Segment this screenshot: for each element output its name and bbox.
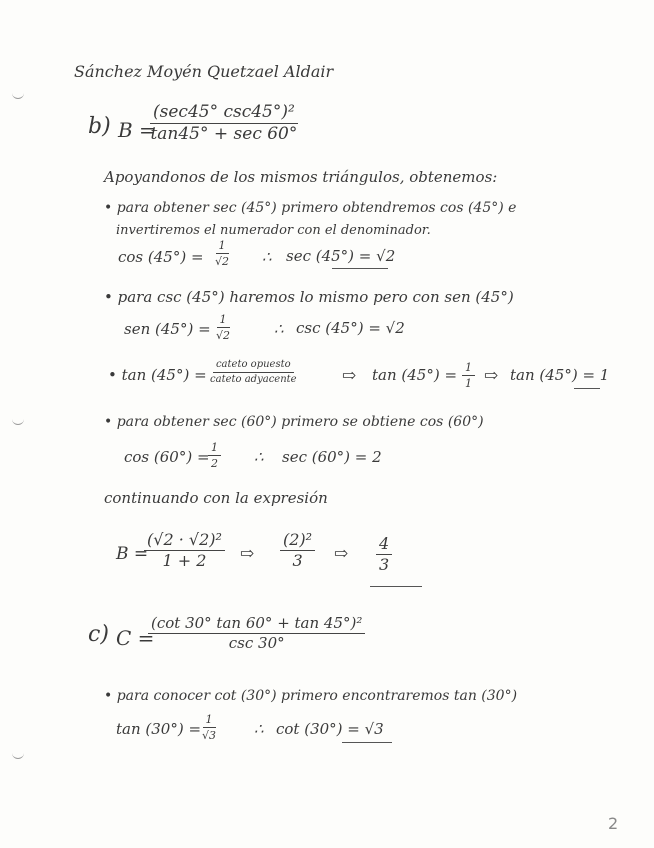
- bullet-sec45-line2: invertiremos el numerador con el denominador.: [116, 223, 431, 238]
- continue-line: continuando con la expresión: [104, 489, 328, 507]
- cos60-fraction: [208, 442, 221, 469]
- part-c-main-fraction: [148, 616, 365, 651]
- fraction-denominator: 1 + 2: [162, 551, 207, 570]
- cos45-fraction: [215, 240, 229, 267]
- therefore-symbol: ∴: [274, 320, 284, 338]
- implies-arrow: ⇨: [342, 366, 357, 386]
- tan45-mid: tan (45°) =: [372, 366, 458, 384]
- sen45-fraction: [216, 314, 230, 341]
- tan30-equation: tan (30°) =: [116, 720, 202, 738]
- fraction-denominator: 3: [292, 551, 303, 570]
- author-name: Sánchez Moyén Quetzael Aldair: [74, 62, 334, 81]
- result-fraction: [376, 536, 392, 573]
- bullet-sec45-line1: • para obtener sec (45°) primero obtendremos cos (45°) e: [104, 200, 517, 216]
- fraction-numerator: 4: [376, 536, 392, 555]
- tan30-fraction: [202, 714, 216, 741]
- sec45-result: sec (45°) = √2: [286, 247, 396, 265]
- part-c-denominator: csc 30°: [228, 634, 285, 652]
- implies-arrow: ⇨: [240, 544, 255, 564]
- fraction-numerator: 1: [203, 714, 216, 728]
- sec60-result: sec (60°) = 2: [282, 448, 382, 466]
- fraction-denominator: 1: [465, 377, 472, 390]
- result-underline: [370, 586, 422, 587]
- fraction-denominator: 2: [211, 457, 218, 470]
- tan45-ratio-fraction: [210, 360, 297, 385]
- binder-hole-mark: [12, 418, 24, 425]
- fraction-numerator: 1: [462, 362, 475, 376]
- intro-line: Apoyandonos de los mismos triángulos, obtenemos:: [104, 168, 498, 186]
- fraction-numerator: (√2 · √2)²: [144, 532, 225, 551]
- part-b-main-fraction: [150, 104, 298, 143]
- part-b-label: b): [88, 114, 111, 139]
- sen45-equation: sen (45°) =: [124, 320, 211, 338]
- part-b-numerator: (sec45° csc45°)²: [150, 104, 298, 124]
- binder-hole-mark: [12, 92, 24, 99]
- fraction-numerator: 1: [216, 240, 229, 254]
- expression-lhs: B =: [116, 544, 149, 564]
- result-underline: [332, 268, 388, 269]
- cos60-equation: cos (60°) =: [124, 448, 210, 466]
- therefore-symbol: ∴: [254, 448, 264, 466]
- fraction-denominator: √2: [215, 255, 230, 268]
- part-c-lhs: C =: [116, 626, 155, 650]
- bullet-sec60: • para obtener sec (60°) primero se obtiene cos (60°): [104, 414, 484, 430]
- fraction-numerator: cateto opuesto: [213, 360, 294, 373]
- tan45-result: tan (45°) = 1: [510, 366, 610, 384]
- tan45-one-fraction: [462, 362, 475, 389]
- fraction-numerator: 1: [208, 442, 221, 456]
- fraction-denominator: √3: [202, 729, 217, 742]
- implies-arrow: ⇨: [334, 544, 349, 564]
- therefore-symbol: ∴: [254, 720, 264, 738]
- tan45-equation: • tan (45°) =: [108, 366, 207, 384]
- part-c-label: c): [88, 622, 109, 647]
- cot30-result: cot (30°) = √3: [276, 720, 384, 738]
- bullet-csc45: • para csc (45°) haremos lo mismo pero con sen (45°): [104, 288, 514, 306]
- part-c-numerator: (cot 30° tan 60° + tan 45°)²: [148, 616, 365, 634]
- cos45-equation: cos (45°) =: [118, 248, 204, 266]
- step2-fraction: [280, 532, 315, 569]
- implies-arrow: ⇨: [484, 366, 499, 386]
- fraction-denominator: √2: [216, 329, 231, 342]
- fraction-numerator: (2)²: [280, 532, 315, 551]
- fraction-numerator: 1: [217, 314, 230, 328]
- fraction-denominator: cateto adyacente: [210, 374, 297, 385]
- bullet-cot30: • para conocer cot (30°) primero encontraremos tan (30°): [104, 688, 518, 704]
- part-b-denominator: tan45° + sec 60°: [150, 124, 298, 144]
- binder-hole-mark: [12, 752, 24, 759]
- result-underline: [574, 388, 600, 389]
- therefore-symbol: ∴: [262, 248, 272, 266]
- result-underline: [342, 742, 392, 743]
- fraction-denominator: 3: [379, 555, 390, 574]
- expression-fraction: [144, 532, 225, 569]
- part-b-lhs: B =: [118, 118, 156, 142]
- csc45-result: csc (45°) = √2: [296, 319, 405, 337]
- page-number: 2: [608, 814, 619, 833]
